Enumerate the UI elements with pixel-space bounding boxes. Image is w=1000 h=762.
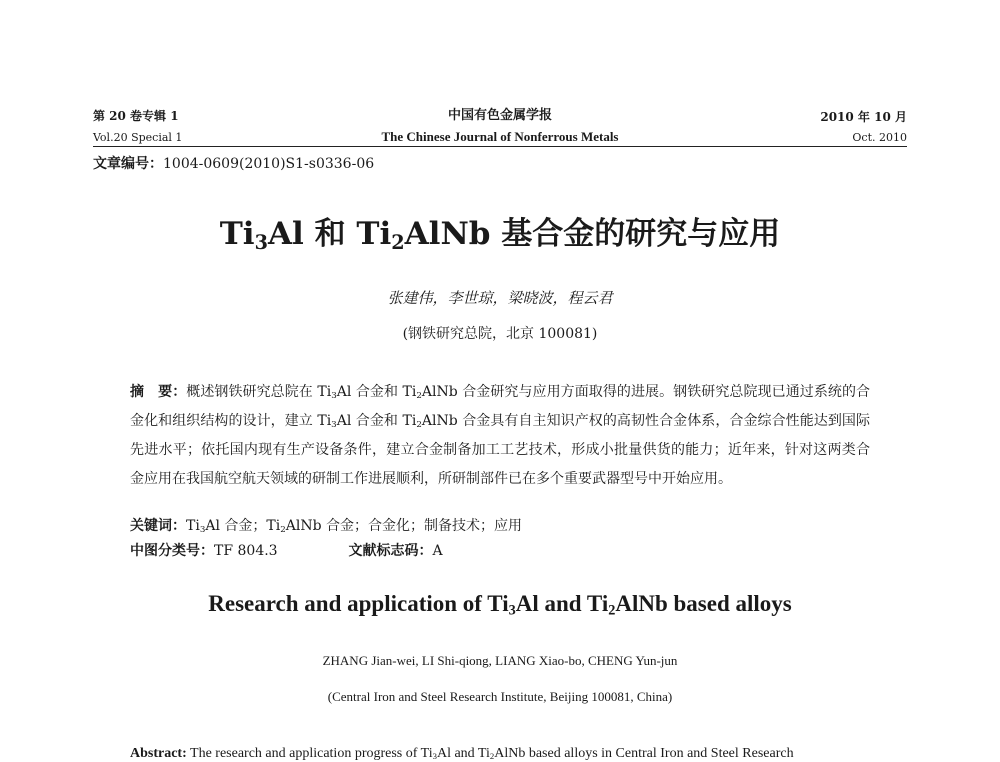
abstract-cn-subscript: 3 [331, 420, 337, 431]
abstract-cn-subscript: 3 [331, 391, 337, 402]
title-cn-part: Ti [219, 216, 255, 252]
affiliation-cn: (钢铁研究总院，北京 100081) [402, 326, 598, 342]
title-en-part: Research and application of Ti [208, 591, 509, 616]
abstract-cn-subscript: 2 [416, 420, 422, 431]
document-code-value: A [432, 543, 443, 559]
abstract-en-text: AlNb based alloys in Central Iron and Steel Research [494, 746, 794, 761]
clc-label: 中图分类号： [130, 543, 214, 559]
title-cn-subscript: 3 [254, 230, 268, 254]
abstract-cn-subscript: 2 [416, 391, 422, 402]
authors-cn: 张建伟，李世琼，梁晓波，程云君 [387, 289, 613, 307]
article-number-value: 1004-0609(2010)S1-s0336-06 [163, 156, 375, 172]
title-en-part: AlNb based alloys [615, 591, 792, 616]
keywords-cn-text: Al 合金；Ti [205, 518, 281, 534]
title-en-subscript: 2 [608, 602, 616, 619]
header-date-en: Oct. 2010 [852, 131, 907, 144]
title-cn [0, 208, 1000, 253]
clc-value: TF 804.3 [214, 543, 278, 559]
keywords-cn-subscript: 2 [280, 525, 286, 536]
keywords-cn [130, 515, 522, 535]
abstract-cn-text: Al 合金和 Ti [336, 384, 417, 400]
article-number-label: 文章编号： [93, 156, 163, 172]
authors-en: ZHANG Jian-wei, LI Shi-qiong, LIANG Xiao-bo, CHENG Yun-jun [322, 653, 678, 668]
keywords-cn-text: AlNb 合金；合金化；制备技术；应用 [285, 518, 522, 534]
keywords-cn-label: 关键词： [130, 518, 186, 534]
header-journal-en: The Chinese Journal of Nonferrous Metals [381, 129, 619, 144]
abstract-en-label: Abstract: [130, 746, 187, 761]
abstract-cn-label: 摘 要： [130, 384, 187, 400]
article-number [93, 153, 374, 173]
abstract-cn [130, 378, 870, 494]
abstract-en-subscript: 2 [489, 751, 495, 762]
keywords-cn-subscript: 3 [199, 525, 206, 536]
abstract-en-text: Al and Ti [436, 746, 490, 761]
header-volume-en: Vol.20 Special 1 [93, 131, 183, 144]
classification-line [130, 540, 443, 560]
abstract-cn-text: AlNb 合金具有自主知识产权的高韧性合金体系，合金综合性能达到国际先进水平；依托国内现有生产设备条件，建立合金制备加工工艺技术，形成小批量供货的能力；近年来，针对这两类合金应用在我国航空航天领域的研制工作进展顺利，所研制部件已在多个重要武器型号中开始应用。 [130, 413, 871, 487]
header-journal-cn: 中国有色金属学报 [447, 108, 552, 123]
title-en [0, 591, 1000, 617]
title-en-subscript: 3 [508, 602, 516, 619]
affiliation-en: (Central Iron and Steel Research Institute, Beijing 100081, China) [327, 689, 673, 704]
title-cn-subscript: 2 [391, 230, 405, 254]
header-rule [93, 146, 907, 147]
abstract-cn-text: Al 合金和 Ti [336, 413, 417, 429]
keywords-cn-text: Ti [186, 518, 200, 534]
abstract-cn-text: AlNb 合金研究与应用方面取得的进展。钢铁研究总院现已通过系统的合金化和组织结构的设计，建立 Ti [130, 384, 871, 429]
header-volume-cn: 第 20 卷专辑 1 [93, 109, 179, 123]
title-cn-part: Al 和 Ti [267, 216, 392, 252]
abstract-en-subscript: 3 [432, 751, 437, 762]
abstract-en-text: The research and application progress of Ti [186, 746, 433, 761]
header-date-cn: 2010 年 10 月 [820, 110, 907, 124]
document-code-label: 文献标志码： [348, 543, 433, 559]
abstract-cn-text: 概述钢铁研究总院在 Ti [186, 384, 332, 400]
title-en-part: Al and Ti [515, 591, 609, 616]
title-cn-part: AlNb 基合金的研究与应用 [404, 216, 781, 252]
